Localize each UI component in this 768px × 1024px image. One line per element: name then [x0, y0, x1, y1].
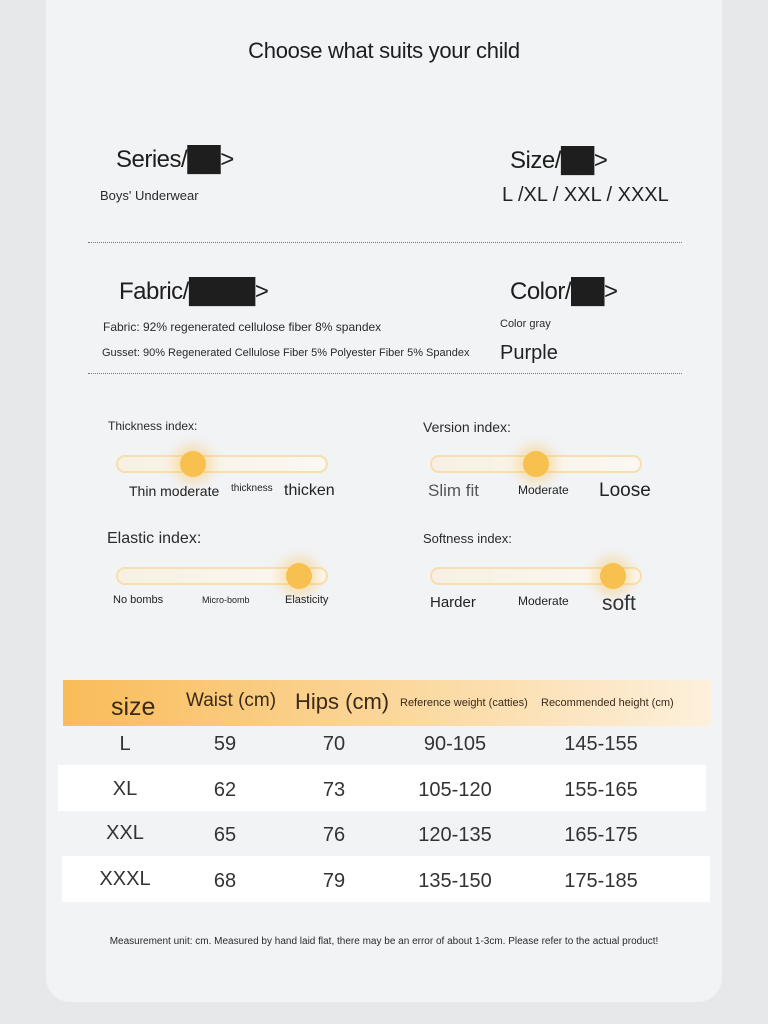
table-cell-waist: 65 — [213, 824, 237, 846]
table-cell-hips: 70 — [322, 733, 346, 755]
softness-option-harder: Harder — [430, 594, 476, 611]
table-cell-weight: 105-120 — [418, 779, 492, 801]
thickness-option-thick: thicken — [284, 482, 335, 499]
table-header-waist: Waist (cm) — [186, 690, 277, 711]
elastic-index-label: Elastic index: — [107, 530, 202, 547]
thickness-slider-knob — [180, 451, 206, 477]
fabric-heading: Fabric/████> — [119, 278, 269, 305]
divider — [88, 373, 682, 374]
page-title: Choose what suits your child — [248, 38, 520, 63]
table-cell-height: 165-175 — [564, 824, 638, 846]
size-heading: Size/██> — [510, 147, 608, 174]
softness-slider-knob — [600, 563, 626, 589]
thickness-option-mid: thickness — [231, 483, 273, 494]
table-header-hips: Hips (cm) — [295, 689, 390, 714]
version-option-moderate: Moderate — [518, 483, 569, 497]
divider — [88, 242, 682, 243]
elastic-slider-knob — [286, 563, 312, 589]
measurement-footnote: Measurement unit: cm. Measured by hand laid flat, there may be an error of about 1-3cm. Please refer to the actual product! — [109, 936, 659, 947]
table-cell-weight: 90-105 — [423, 733, 487, 755]
table-cell-waist: 62 — [213, 779, 237, 801]
elastic-option-micro: Micro-bomb — [202, 595, 250, 605]
color-gray-text: Color gray — [500, 318, 551, 330]
table-cell-height: 155-165 — [564, 779, 638, 801]
table-cell-size: L — [119, 733, 131, 755]
table-cell-size: XXL — [106, 822, 144, 844]
softness-option-soft: soft — [602, 592, 636, 615]
version-slider-knob — [523, 451, 549, 477]
version-option-slim: Slim fit — [428, 481, 479, 500]
table-header-size: size — [111, 693, 156, 721]
elastic-option-elastic: Elasticity — [285, 594, 329, 606]
thickness-index-label: Thickness index: — [108, 419, 198, 433]
softness-option-moderate: Moderate — [518, 594, 569, 608]
color-purple-text: Purple — [500, 342, 558, 364]
size-value: L /XL / XXL / XXXL — [502, 184, 669, 206]
table-cell-height: 145-155 — [564, 733, 638, 755]
table-header-height: Recommended height (cm) — [541, 697, 674, 709]
table-cell-waist: 68 — [213, 870, 237, 892]
version-option-loose: Loose — [599, 480, 651, 501]
color-heading: Color/██> — [510, 278, 618, 305]
table-cell-height: 175-185 — [564, 870, 638, 892]
gusset-line: Gusset: 90% Regenerated Cellulose Fiber 5% Polyester Fiber 5% Spandex — [102, 347, 470, 359]
table-cell-hips: 73 — [322, 779, 346, 801]
table-cell-weight: 120-135 — [418, 824, 492, 846]
table-cell-hips: 79 — [322, 870, 346, 892]
table-cell-waist: 59 — [213, 733, 237, 755]
series-heading: Series/██> — [116, 146, 234, 173]
table-cell-weight: 135-150 — [418, 870, 492, 892]
thickness-slider — [116, 455, 328, 473]
table-header-weight: Reference weight (catties) — [400, 697, 528, 709]
fabric-line: Fabric: 92% regenerated cellulose fiber 8% spandex — [103, 320, 382, 334]
table-cell-size: XL — [112, 778, 138, 800]
elastic-option-none: No bombs — [113, 594, 164, 606]
table-cell-hips: 76 — [322, 824, 346, 846]
series-value: Boys' Underwear — [100, 188, 199, 203]
version-index-label: Version index: — [423, 419, 511, 435]
softness-index-label: Softness index: — [423, 531, 512, 546]
thickness-option-thin: Thin moderate — [129, 483, 220, 499]
table-cell-size: XXXL — [99, 868, 151, 890]
